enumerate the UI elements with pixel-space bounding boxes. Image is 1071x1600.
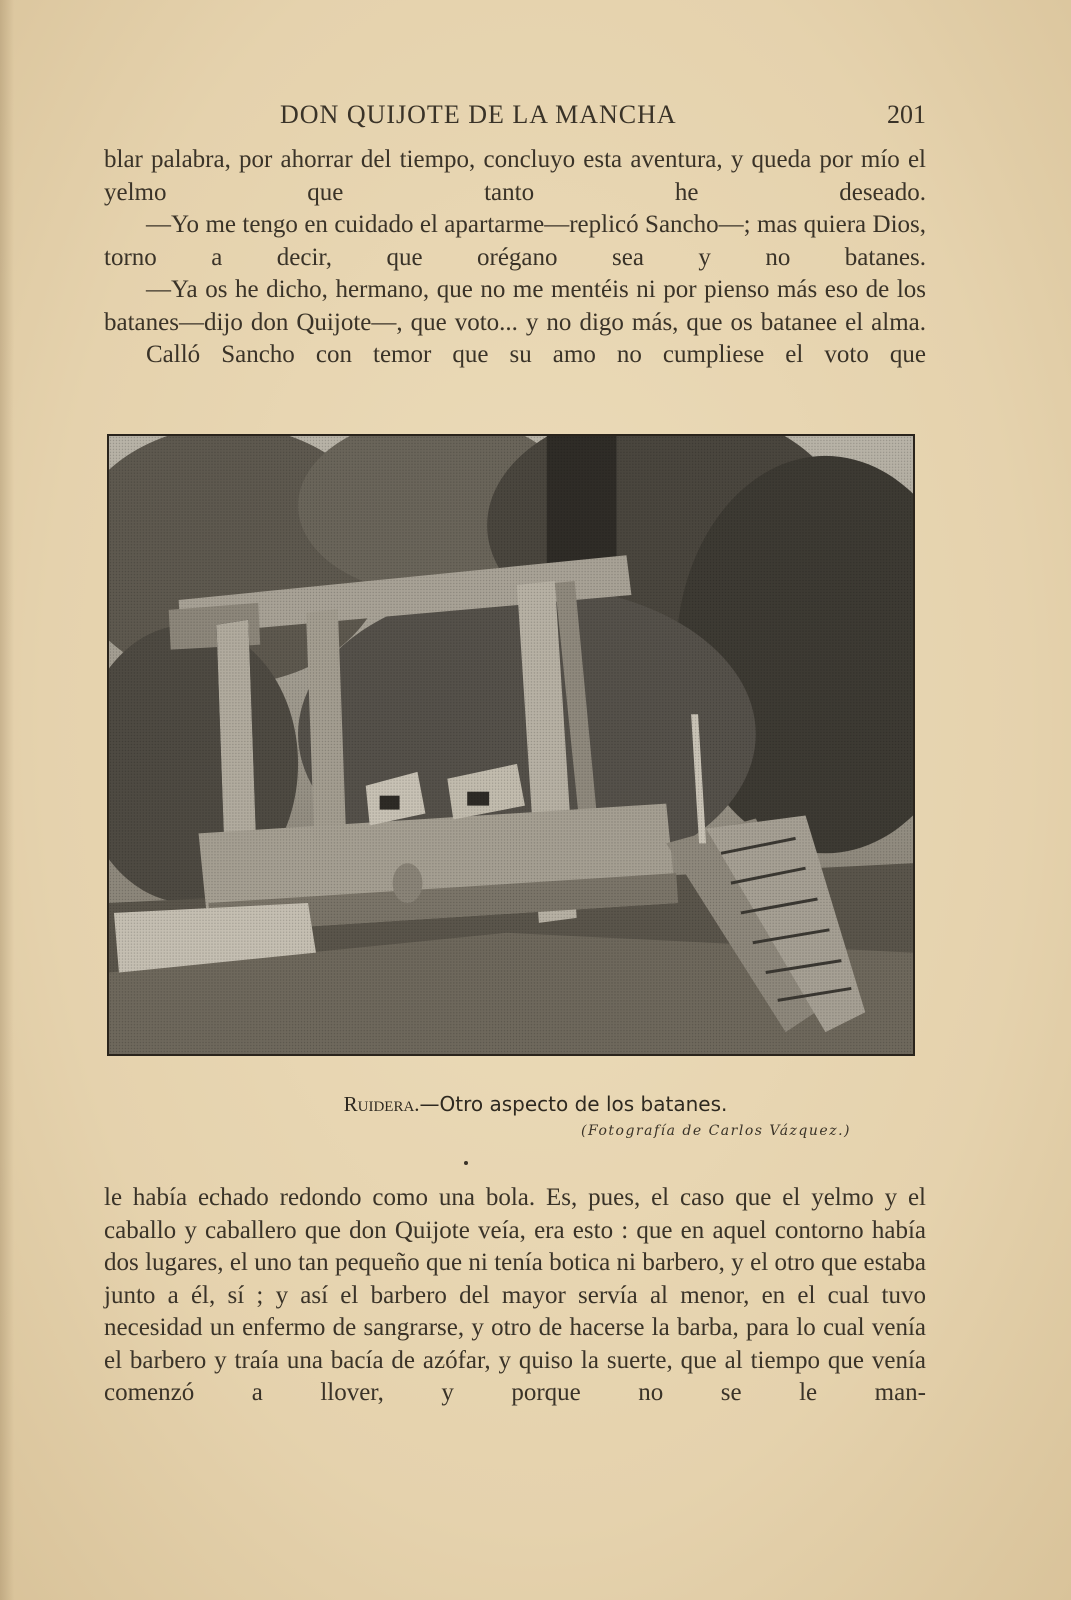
body-text-bottom bbox=[104, 1182, 926, 1410]
body-text-top bbox=[104, 144, 926, 372]
caption-place: Ruidera. bbox=[343, 1092, 420, 1116]
paragraph: —Ya os he dicho, hermano, que no me mentéis ni por pienso más eso de los batanes—dijo don Quijote—, que voto... y no digo más, que os batanee el alma. bbox=[104, 276, 926, 336]
paragraph: Calló Sancho con temor que su amo no cumpliese el voto que bbox=[146, 341, 926, 368]
running-head bbox=[104, 100, 926, 134]
fulling-mill-photograph bbox=[107, 434, 915, 1056]
print-speck bbox=[464, 1161, 468, 1165]
page-number: 201 bbox=[887, 100, 926, 129]
paragraph: —Yo me tengo en cuidado el apartarme—replicó Sancho—; mas quiera Dios, torno a decir, que orégano sea y no batanes. bbox=[104, 211, 926, 271]
caption-text: —Otro aspecto de los batanes. bbox=[419, 1092, 728, 1116]
paragraph: blar palabra, por ahorrar del tiempo, concluyo esta aventura, y queda por mío el yelmo que tanto he deseado. bbox=[104, 146, 926, 206]
running-title: DON QUIJOTE DE LA MANCHA bbox=[280, 100, 677, 129]
paragraph: le había echado redondo como una bola. Es, pues, el caso que el yelmo y el caballo y caballero que don Quijote veía, era esto : que en aquel contorno había dos lugares, el uno tan pequeño que ni tenía botica ni barbero, y el otro que estaba junto a él, sí ; y así el barbero del mayor servía al menor, en el cual tuvo necesidad un enfermo de sangrarse, y otro de hacerse la barba, para lo cual venía el barbero y traía una bacía de azófar, y quiso la suerte, que al tiempo que venía comenzó a llover, y porque no se le man- bbox=[104, 1184, 926, 1406]
figure-caption bbox=[0, 1092, 1071, 1117]
photo-credit: (Fotografía de Carlos Vázquez.) bbox=[581, 1123, 851, 1139]
